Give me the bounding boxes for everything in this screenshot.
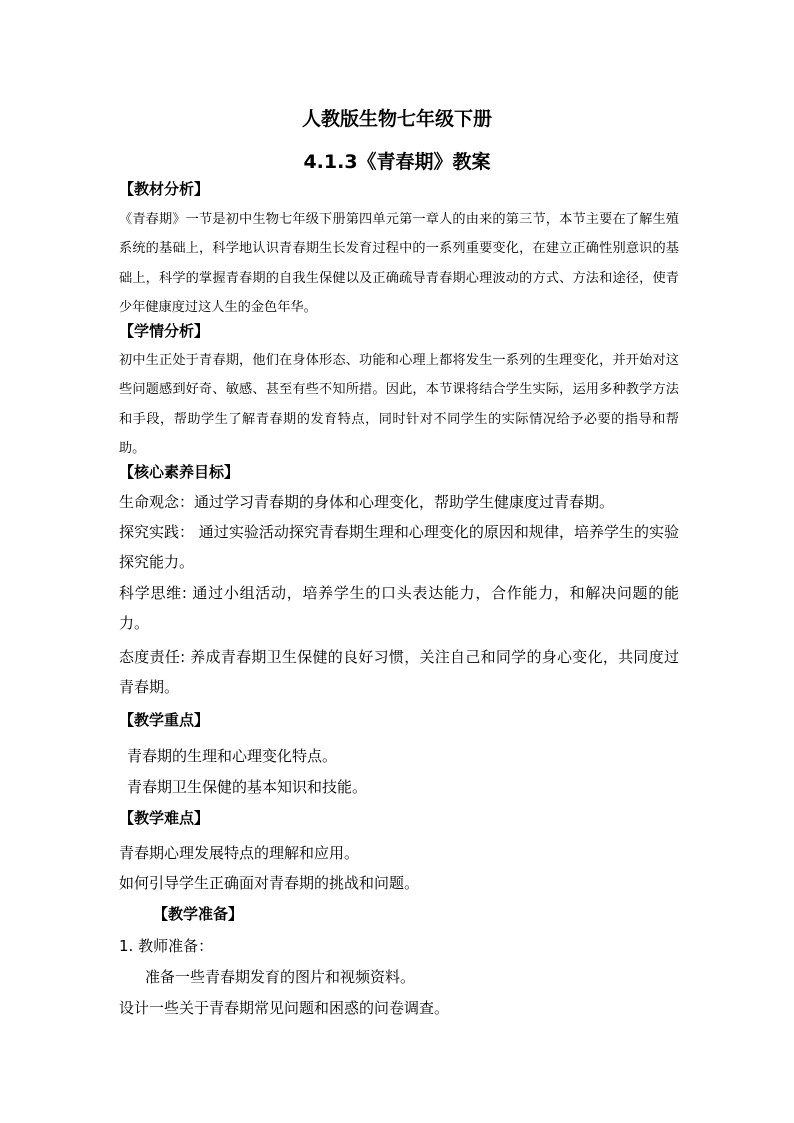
document-subtitle: 4.1.3《青春期》教案 (303, 151, 491, 173)
section-heading-core-goals: 【核心素养目标】 (119, 463, 240, 481)
core-goal-attitude-responsibility: 态度责任: 养成青春期卫生保健的良好习惯，关注自己和同学的身心变化，共同度过青春期。 (119, 648, 679, 696)
textbook-analysis-body: 《青春期》一节是初中生物七年级下册第四单元第一章人的由来的第三节，本节主要在了解生殖系统的基础上，科学地认识青春期生长发育过程中的一系列重要变化，在建立正确性别意识的基础上，科学的掌握青春期的自我生保健以及正确疏导青春期心理波动的方式、方法和途径，使青少年健康度过这人生的金色年华。 (119, 212, 679, 315)
section-heading-key-points: 【教学重点】 (119, 711, 210, 729)
student-analysis-body: 初中生正处于青春期，他们在身体形态、功能和心理上都将发生一系列的生理变化，并开始对这些问题感到好奇、敏感、甚至有些不知所措。因此，本节课将结合学生实际，运用多种教学方法和手段，帮助学生了解青春期的发育特点，同时针对不同学生的实际情况给予必要的指导和帮助。 (119, 353, 679, 456)
difficulty-item: 如何引导学生正确面对青春期的挑战和问题。 (119, 874, 420, 892)
key-point-item: 青春期的生理和心理变化特点。 (127, 747, 338, 765)
section-heading-student-analysis: 【学情分析】 (119, 322, 210, 340)
section-heading-preparation: 【教学准备】 (153, 905, 244, 923)
section-heading-textbook-analysis: 【教材分析】 (119, 180, 210, 198)
core-goal-scientific-thinking: 科学思维: 通过小组活动，培养学生的口头表达能力，合作能力，和解决问题的能力。 (119, 584, 679, 632)
core-goal-inquiry-practice: 探究实践： 通过实验活动探究青春期生理和心理变化的原因和规律，培养学生的实验探究能力。 (119, 523, 679, 571)
teacher-preparation-label: 1. 教师准备： (119, 937, 214, 955)
document-title: 人教版生物七年级下册 (301, 108, 492, 130)
preparation-item: 准备一些青春期发育的图片和视频资料。 (145, 968, 416, 986)
key-point-item: 青春期卫生保健的基本知识和技能。 (127, 778, 368, 796)
core-goal-life-concept: 生命观念：通过学习青春期的身体和心理变化，帮助学生健康度过青春期。 (119, 493, 615, 511)
difficulty-item: 青春期心理发展特点的理解和应用。 (119, 844, 360, 862)
section-heading-difficulties: 【教学难点】 (119, 809, 210, 827)
preparation-item: 设计一些关于青春期常见问题和困惑的问卷调查。 (119, 999, 450, 1017)
